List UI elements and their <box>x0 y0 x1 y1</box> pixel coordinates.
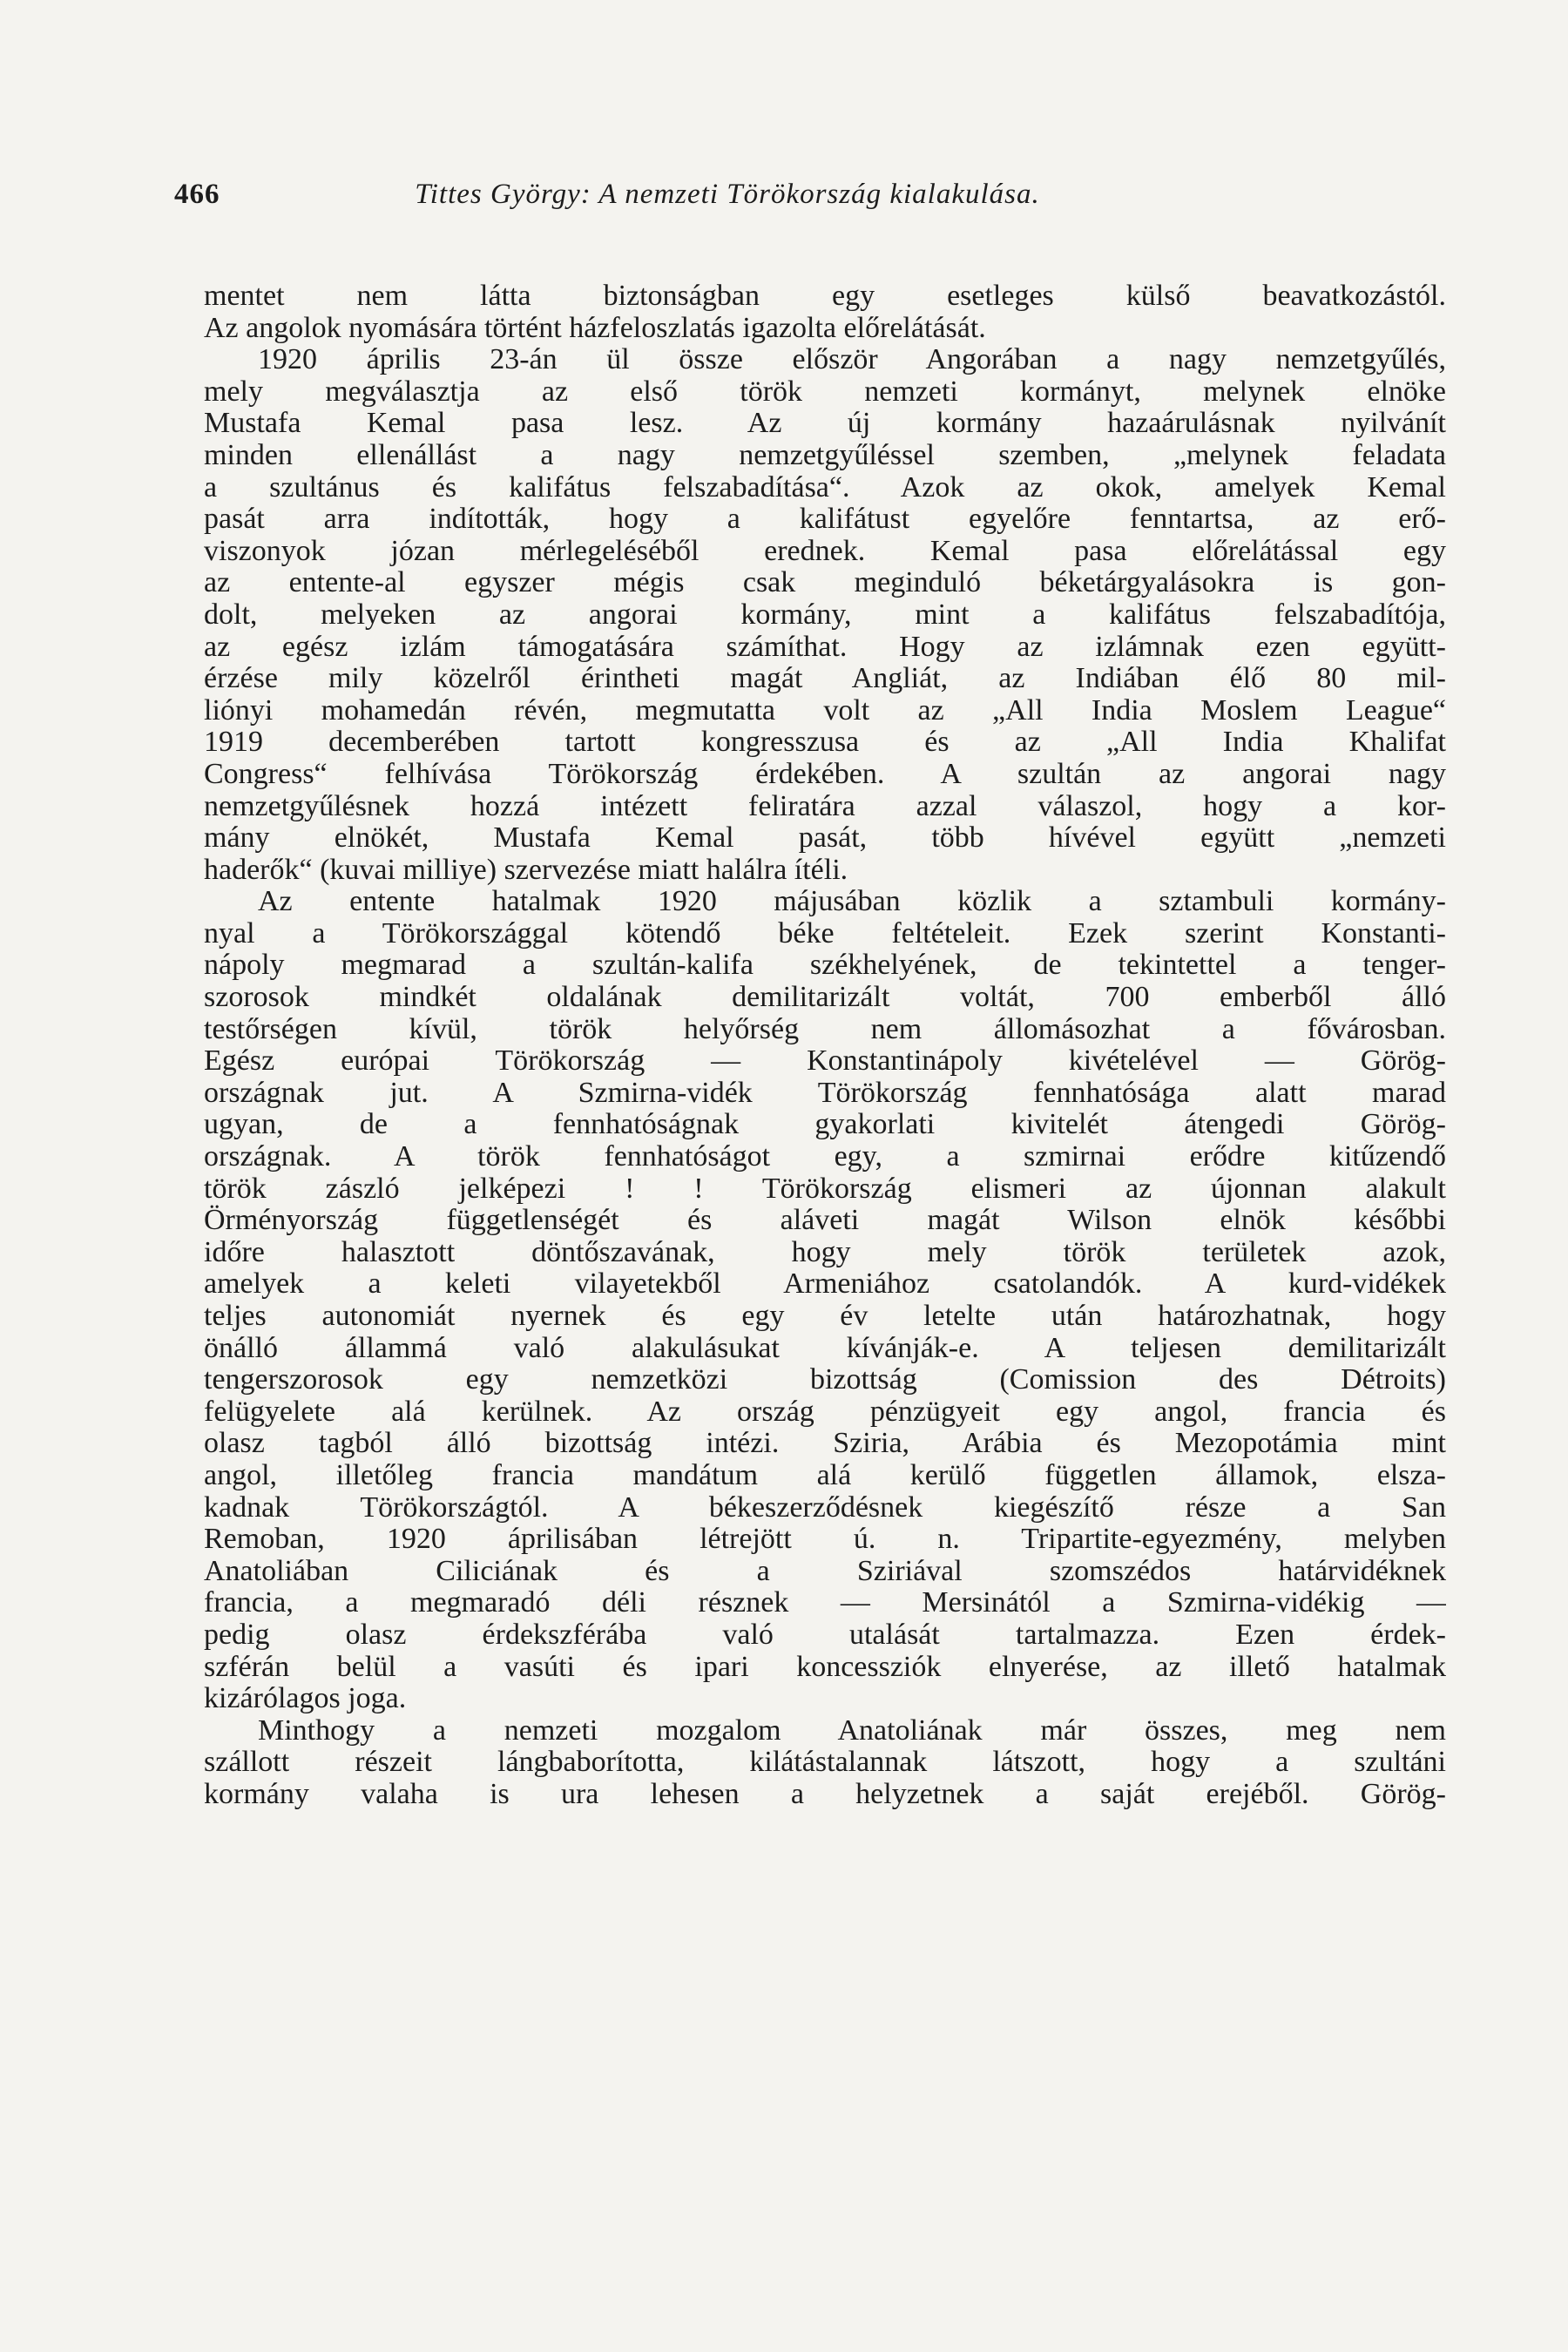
text-line: pedig olasz érdekszférába való utalását tartalmazza. Ezen érdek- <box>204 1619 1446 1651</box>
text-line: minden ellenállást a nagy nemzetgyűléssel szemben, „melynek feladata <box>204 439 1446 471</box>
text-line: pasát arra indították, hogy a kalifátust egyelőre fenntartsa, az erő- <box>204 504 1446 536</box>
text-line: mány elnökét, Mustafa Kemal pasát, több hívével együtt „nemzeti <box>204 822 1446 855</box>
text-line: 1919 decemberében tartott kongresszusa és az „All India Khalifat <box>204 727 1446 759</box>
text-line: Örményország függetlenségét és aláveti magát Wilson elnök későbbi <box>204 1205 1446 1237</box>
text-line: Az entente hatalmak 1920 májusában közlik a sztambuli kormány- <box>258 886 1446 918</box>
text-line: tengerszorosok egy nemzetközi bizottság (Comission des Détroits) <box>204 1364 1446 1396</box>
text-line: a szultánus és kalifátus felszabadítása“. Azok az okok, amelyek Kemal <box>204 471 1446 504</box>
body-text <box>204 280 1446 1811</box>
running-title: Tittes György: A nemzeti Törökország kialakulása. <box>415 179 1040 210</box>
text-line: nyal a Törökországgal kötendő béke feltételeit. Ezek szerint Konstanti- <box>204 917 1446 950</box>
text-line: felügyelete alá kerülnek. Az ország pénzügyeit egy angol, francia és <box>204 1396 1446 1428</box>
text-line: nemzetgyűlésnek hozzá intézett feliratára azzal válaszol, hogy a kor- <box>204 790 1446 822</box>
text-line: török zászló jelképezi ! ! Törökország elismeri az újonnan alakult <box>204 1173 1446 1205</box>
text-line: az entente-al egyszer mégis csak meginduló béketárgyalásokra is gon- <box>204 567 1446 599</box>
text-line: országnak. A török fennhatóságot egy, a szmirnai erődre kitűzendő <box>204 1141 1446 1173</box>
text-line: nápoly megmarad a szultán-kalifa székhelyének, de tekintettel a tenger- <box>204 950 1446 982</box>
paragraph <box>204 280 1446 344</box>
text-line: Minthogy a nemzeti mozgalom Anatoliának már összes, meg nem <box>258 1714 1446 1747</box>
text-line: az egész izlám támogatására számíthat. Hogy az izlámnak ezen együtt- <box>204 631 1446 663</box>
paragraph <box>204 344 1446 886</box>
text-line: testőrségen kívül, török helyőrség nem állomásozhat a fővárosban. <box>204 1013 1446 1045</box>
text-line: viszonyok józan mérlegeléséből erednek. Kemal pasa előrelátással egy <box>204 535 1446 567</box>
text-line: Egész európai Törökország — Konstantinápoly kivételével — Görög- <box>204 1045 1446 1078</box>
text-line: teljes autonomiát nyernek és egy év letelte után határozhatnak, hogy <box>204 1301 1446 1332</box>
text-line: kadnak Törökországtól. A békeszerződésnek kiegészítő része a San <box>204 1491 1446 1524</box>
text-line: Az angolok nyomására történt házfeloszlatás igazolta előrelátását. <box>204 312 986 344</box>
text-line: Mustafa Kemal pasa lesz. Az új kormány hazaárulásnak nyilvánít <box>204 408 1446 440</box>
page-number: 466 <box>174 179 220 210</box>
running-head <box>174 172 1394 216</box>
text-line: szállott részeit lángbaborította, kilátástalannak látszott, hogy a szultáni <box>204 1747 1446 1779</box>
text-line: Congress“ felhívása Törökország érdekében. A szultán az angorai nagy <box>204 758 1446 790</box>
text-line: Anatoliában Ciliciának és a Sziriával szomszédos határvidéknek <box>204 1555 1446 1587</box>
text-line: dolt, melyeken az angorai kormány, mint a kalifátus felszabadítója, <box>204 598 1446 631</box>
text-line: amelyek a keleti vilayetekből Armeniához csatolandók. A kurd-vidékek <box>204 1268 1446 1301</box>
text-line: kizárólagos joga. <box>204 1683 407 1715</box>
text-line: szorosok mindkét oldalának demilitarizált voltát, 700 emberből álló <box>204 982 1446 1014</box>
text-line: országnak jut. A Szmirna-vidék Törökország fennhatósága alatt marad <box>204 1077 1446 1109</box>
text-line: olasz tagból álló bizottság intézi. Sziria, Arábia és Mezopotámia mint <box>204 1428 1446 1460</box>
text-line: liónyi mohamedán révén, megmutatta volt az „All India Moslem League“ <box>204 694 1446 727</box>
text-line: kormány valaha is ura lehesen a helyzetnek a saját erejéből. Görög- <box>204 1778 1446 1810</box>
text-line: angol, illetőleg francia mandátum alá kerülő független államok, elsza- <box>204 1459 1446 1491</box>
text-line: Remoban, 1920 áprilisában létrejött ú. n. Tripartite-egyezmény, melyben <box>204 1524 1446 1556</box>
text-line: szférán belül a vasúti és ipari koncessziók elnyerése, az illető hatalmak <box>204 1651 1446 1683</box>
text-line: ugyan, de a fennhatóságnak gyakorlati kivitelét átengedi Görög- <box>204 1109 1446 1141</box>
paragraph <box>204 886 1446 1714</box>
text-line: érzése mily közelről érintheti magát Angliát, az Indiában élő 80 mil- <box>204 663 1446 695</box>
text-line: francia, a megmaradó déli résznek — Mersinától a Szmirna-vidékig — <box>204 1587 1446 1619</box>
text-line: időre halasztott döntőszavának, hogy mely török területek azok, <box>204 1236 1446 1268</box>
text-line: haderők“ (kuvai milliye) szervezése miatt halálra ítéli. <box>204 854 848 886</box>
paragraph <box>204 1715 1446 1811</box>
text-line: önálló állammá való alakulásukat kívánják-e. A teljesen demilitarizált <box>204 1332 1446 1364</box>
text-line: 1920 április 23-án ül össze először Angorában a nagy nemzetgyűlés, <box>258 344 1446 376</box>
text-line: mely megválasztja az első török nemzeti kormányt, melynek elnöke <box>204 375 1446 408</box>
text-line: mentet nem látta biztonságban egy esetleges külső beavatkozástól. <box>204 280 1446 312</box>
